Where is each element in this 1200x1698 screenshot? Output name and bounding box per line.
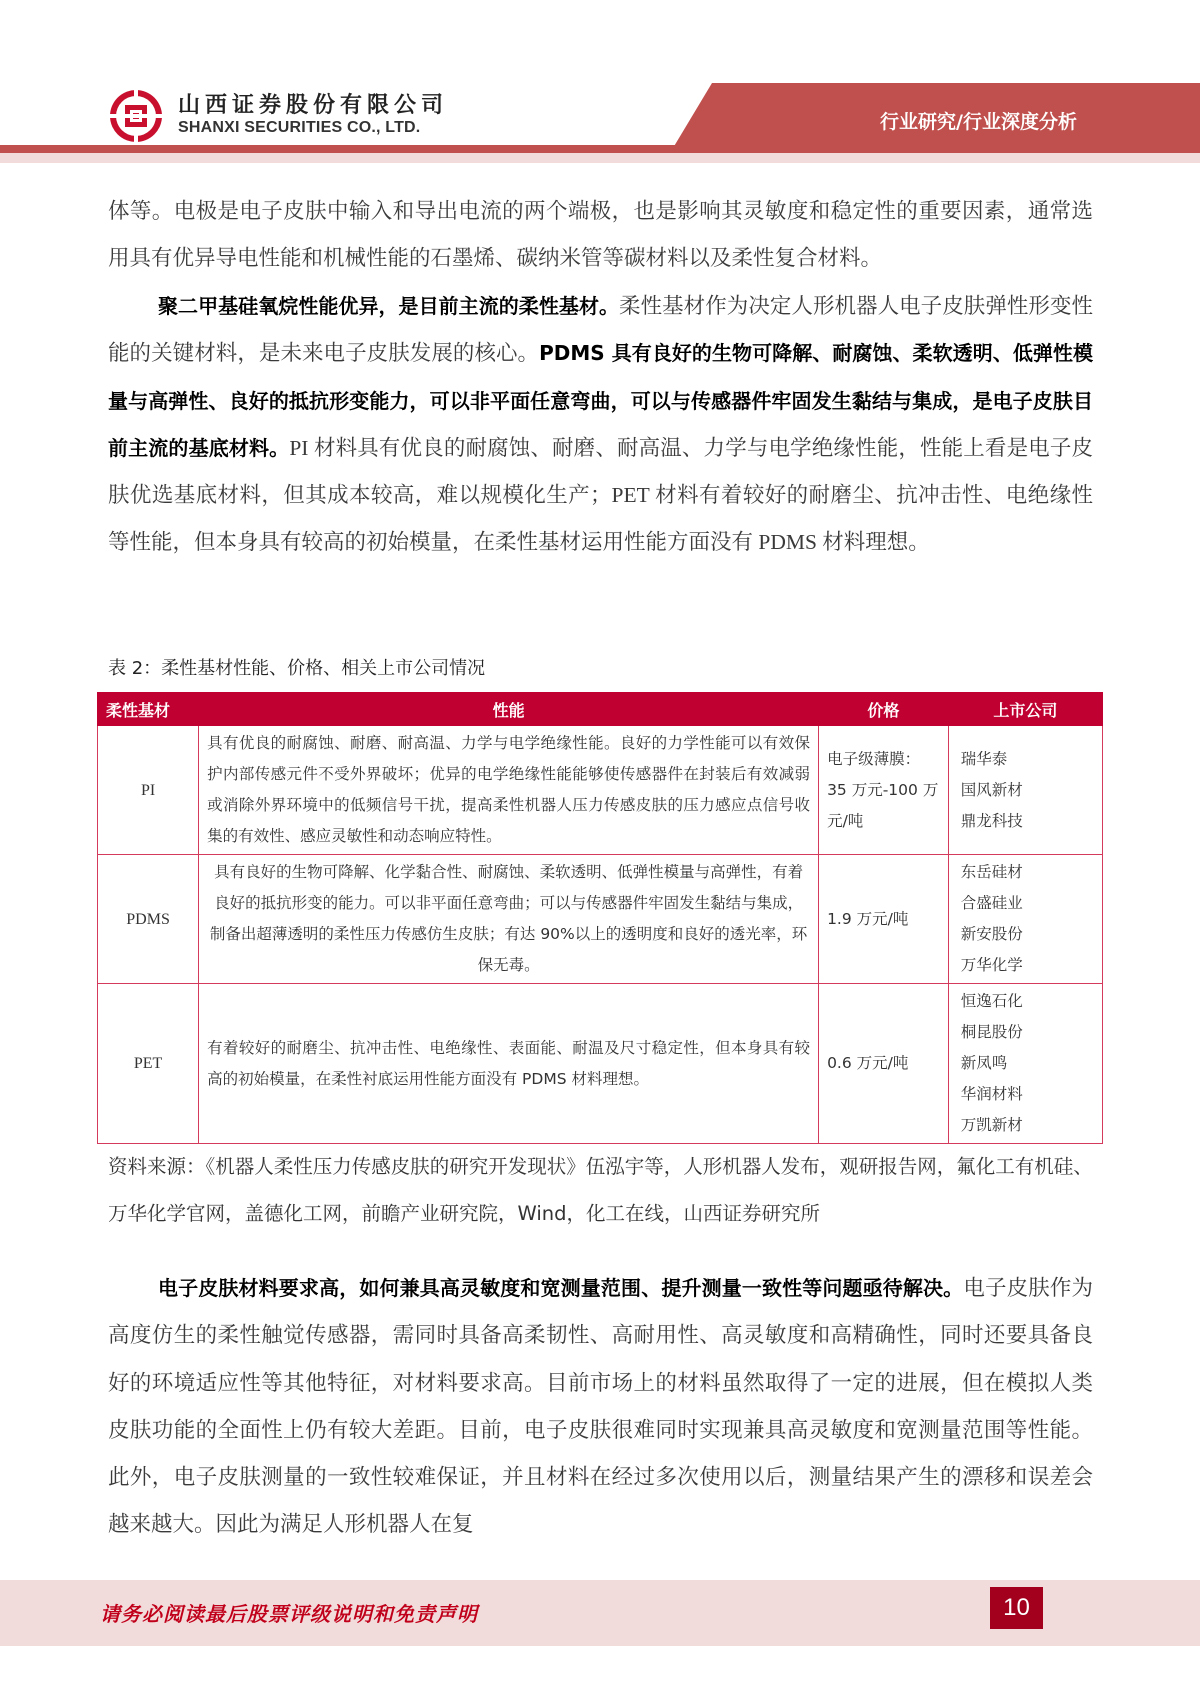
paragraph-text: 柔性基材作为决定人形机器人电子皮肤弹性形变性能的关键材料，是未来电子皮肤发展的核心。 (108, 294, 1093, 366)
cell-companies (948, 984, 1102, 1144)
column-header-price: 价格 (819, 693, 949, 726)
paragraph-pdms (108, 283, 1093, 567)
cell-companies (948, 726, 1102, 855)
paragraph-heading: 聚二甲基硅氧烷性能优异，是目前主流的柔性基材。 (158, 294, 620, 318)
cell-price: 电子级薄膜：35 万元-100 万元/吨 (819, 726, 949, 855)
cell-material: PI (98, 726, 199, 855)
table-row (98, 726, 1103, 855)
company-name: 万凯新材 (960, 1116, 1023, 1134)
paragraph-requirements (108, 1265, 1093, 1549)
company-name: 瑞华泰 (960, 749, 1008, 768)
company-name: 万华化学 (960, 956, 1023, 974)
column-header-companies: 上市公司 (948, 693, 1102, 726)
column-header-performance: 性能 (199, 693, 819, 726)
company-name: 国风新材 (960, 780, 1023, 799)
paragraph-electrode (108, 188, 1093, 283)
cell-performance: 有着较好的耐磨尘、抗冲击性、电绝缘性、表面能、耐温及尺寸稳定性，但本身具有较高的初始模量，在柔性衬底运用性能方面没有 PDMS 材料理想。 (199, 984, 819, 1144)
table-row (98, 984, 1103, 1144)
company-name: 恒逸石化 (960, 992, 1023, 1010)
paragraph-text: 电子皮肤作为高度仿生的柔性触觉传感器，需同时具备高柔韧性、高耐用性、高灵敏度和高精确性，同时还要具备良好的环境适应性等其他特征，对材料要求高。目前市场上的材料虽然取得了一定的进展，但在模拟人类皮肤功能的全面性上仍有较大差距。目前，电子皮肤很难同时实现兼具高灵敏度和宽测量范围等性能。此外，电子皮肤测量的一致性较难保证，并且材料在经过多次使用以后，测量结果产生的漂移和误差会越来越大。因此为满足人形机器人在复 (108, 1276, 1093, 1537)
company-name: 鼎龙科技 (960, 811, 1023, 830)
paragraph-text: 体等。电极是电子皮肤中输入和导出电流的两个端极，也是影响其灵敏度和稳定性的重要因素，通常选用具有优异导电性能和机械性能的石墨烯、碳纳米管等碳材料以及柔性复合材料。 (108, 199, 1093, 271)
company-name: 桐昆股份 (960, 1023, 1023, 1041)
paragraph-text: PI 材料具有优良的耐腐蚀、耐磨、耐高温、力学与电学绝缘性能，性能上看是电子皮肤优选基底材料，但其成本较高，难以规模化生产；PET 材料有着较好的耐磨尘、抗冲击性、电绝缘性等性能，但本身具有较高的初始模量，在柔性基材运用性能方面没有 PDMS 材料理想。 (108, 435, 1094, 555)
company-name-cn: 山西证券股份有限公司 (178, 93, 449, 118)
cell-performance: 具有良好的生物可降解、化学黏合性、耐腐蚀、柔软透明、低弹性模量与高弹性，有着良好的抵抗形变的能力。可以非平面任意弯曲；可以与传感器件牢固发生黏结与集成，制备出超薄透明的柔性压力传感仿生皮肤；有达 90%以上的透明度和良好的透光率，环保无毒。 (199, 855, 819, 984)
cell-price: 0.6 万元/吨 (819, 984, 949, 1144)
paragraph-emphasis: PDMS 具有良好的生物可降解、耐腐蚀、柔软透明、低弹性模量与高弹性、良好的抵抗形变能力，可以非平面任意弯曲，可以与传感器件牢固发生黏结与集成，是电子皮肤目前主流的基底材料。 (108, 341, 1093, 460)
company-logo-icon (108, 88, 164, 144)
table-caption: 表 2：柔性基材性能、价格、相关上市公司情况 (108, 658, 486, 679)
cell-material: PET (98, 984, 199, 1144)
table-header-row (98, 693, 1103, 726)
cell-material: PDMS (98, 855, 199, 984)
header-divider-light (0, 153, 1200, 163)
cell-performance: 具有优良的耐腐蚀、耐磨、耐高温、力学与电学绝缘性能。良好的力学性能可以有效保护内部传感元件不受外界破坏；优异的电学绝缘性能能够使传感器件在封装后有效减弱或消除外界环境中的低频信号干扰，提高柔性机器人压力传感皮肤的压力感应点信号收集的有效性、感应灵敏性和动态响应特性。 (199, 726, 819, 855)
column-header-material: 柔性基材 (98, 693, 199, 726)
table-source: 资料来源：《机器人柔性压力传感皮肤的研究开发现状》伍泓宇等，人形机器人发布，观研报告网，氟化工有机硅、万华化学官网，盖德化工网，前瞻产业研究院，Wind，化工在线，山西证券研究所 (108, 1155, 1093, 1225)
page-header (0, 0, 1200, 170)
company-name: 新安股份 (960, 925, 1023, 943)
page-number: 10 (990, 1587, 1043, 1629)
disclaimer-notice: 请务必阅读最后股票评级说明和免责声明 (100, 1602, 478, 1626)
paragraph-heading: 电子皮肤材料要求高，如何兼具高灵敏度和宽测量范围、提升测量一致性等问题亟待解决。 (158, 1276, 964, 1300)
cell-companies (948, 855, 1102, 984)
company-name-en: SHANXI SECURITIES CO., LTD. (178, 119, 421, 136)
company-name: 华润材料 (960, 1085, 1023, 1103)
table-row (98, 855, 1103, 984)
substrate-table (97, 692, 1103, 1144)
company-name: 新凤鸣 (960, 1054, 1008, 1072)
cell-price: 1.9 万元/吨 (819, 855, 949, 984)
header-divider (0, 145, 1200, 153)
company-name: 合盛硅业 (960, 894, 1023, 912)
company-name: 东岳硅材 (960, 863, 1023, 881)
section-tag: 行业研究/行业深度分析 (880, 111, 1077, 133)
